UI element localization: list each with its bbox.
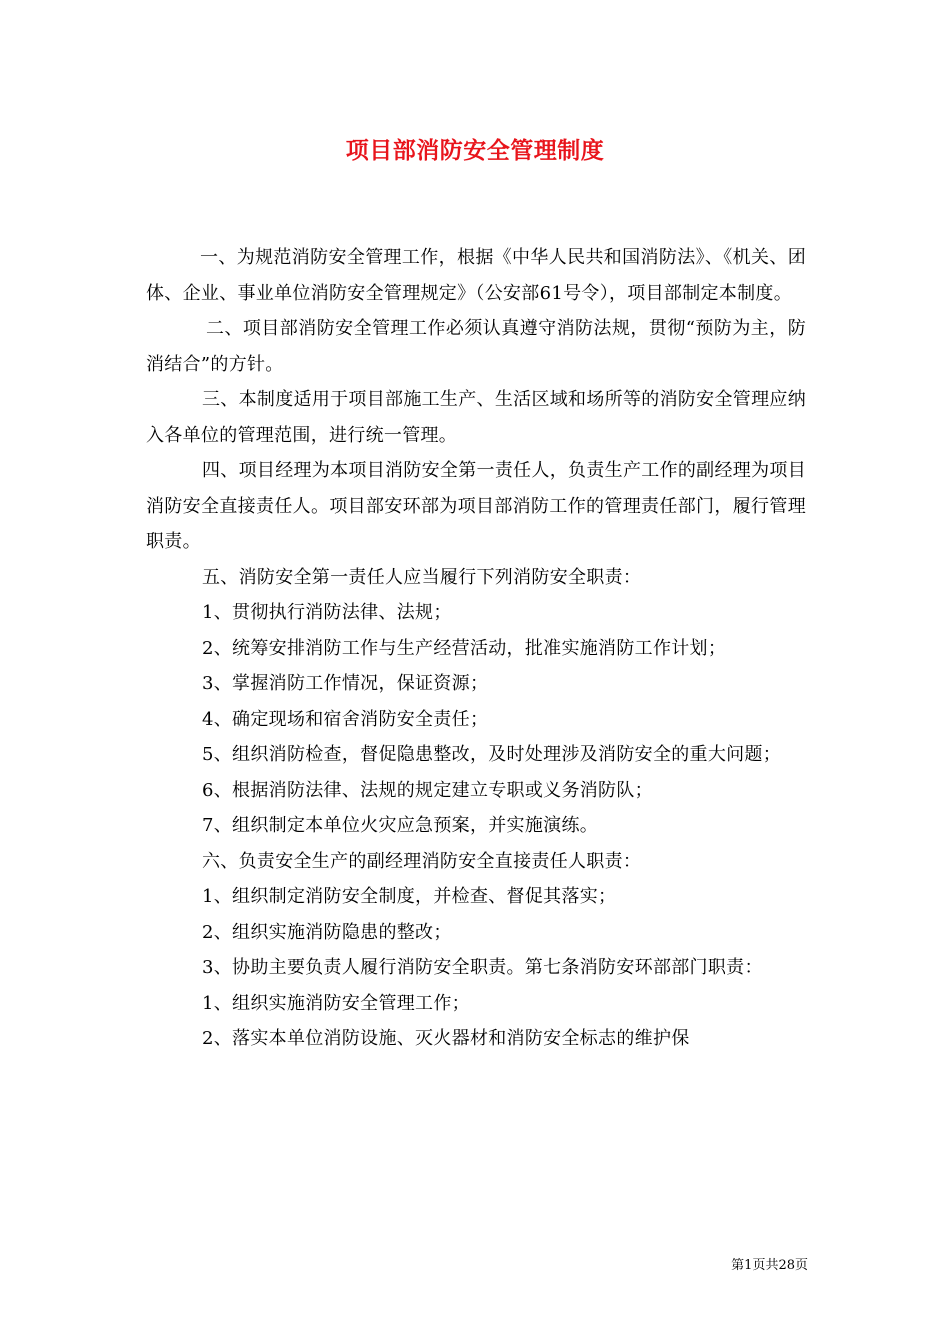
list-item-7: 7、组织制定本单位火灾应急预案，并实施演练。	[202, 815, 599, 836]
list-item-11: 1、组织实施消防安全管理工作；	[202, 992, 470, 1014]
page-number: 第1页共28页	[731, 1258, 808, 1273]
paragraph-4: 四、项目经理为本项目消防安全第一责任人，负责生产工作的副经理为项目消防安全直接责任人。项目部安环部为项目部消防工作的管理责任部门，履行管理职责。	[146, 460, 806, 552]
paragraph-5: 五、消防安全第一责任人应当履行下列消防安全职责：	[202, 566, 642, 588]
list-item-8: 1、组织制定消防安全制度，并检查、督促其落实；	[202, 886, 617, 907]
list-item-6: 6、根据消防法律、法规的规定建立专职或义务消防队；	[202, 779, 653, 801]
list-item-4: 4、确定现场和宿舍消防安全责任；	[202, 708, 489, 730]
list-item-1: 1、贯彻执行消防法律、法规；	[202, 602, 452, 623]
list-item-9: 2、组织实施消防隐患的整改；	[202, 921, 452, 943]
paragraph-3: 三、本制度适用于项目部施工生产、生活区域和场所等的消防安全管理应纳入各单位的管理范围，进行统一管理。	[146, 389, 806, 446]
list-item-2: 2、统筹安排消防工作与生产经营活动，批准实施消防工作计划；	[202, 637, 727, 659]
paragraph-2: 二、项目部消防安全管理工作必须认真遵守消防法规，贯彻“预防为主，防消结合”的方针。	[146, 318, 806, 375]
paragraph-6: 六、负责安全生产的副经理消防安全直接责任人职责：	[202, 850, 642, 872]
list-item-12: 2、落实本单位消防设施、灭火器材和消防安全标志的维护保	[202, 1028, 690, 1049]
list-item-3: 3、掌握消防工作情况，保证资源；	[202, 673, 489, 694]
paragraph-1: 一、为规范消防安全管理工作，根据《中华人民共和国消防法》、《机关、团体、企业、事业单位消防安全管理规定》（公安部61号令），项目部制定本制度。	[146, 247, 806, 304]
list-item-10: 3、协助主要负责人履行消防安全职责。第七条消防安环部部门职责：	[202, 957, 763, 978]
document-body	[146, 240, 806, 1057]
document-title: 项目部消防安全管理制度	[345, 137, 605, 164]
list-item-5: 5、组织消防检查，督促隐患整改，及时处理涉及消防安全的重大问题；	[202, 744, 782, 765]
